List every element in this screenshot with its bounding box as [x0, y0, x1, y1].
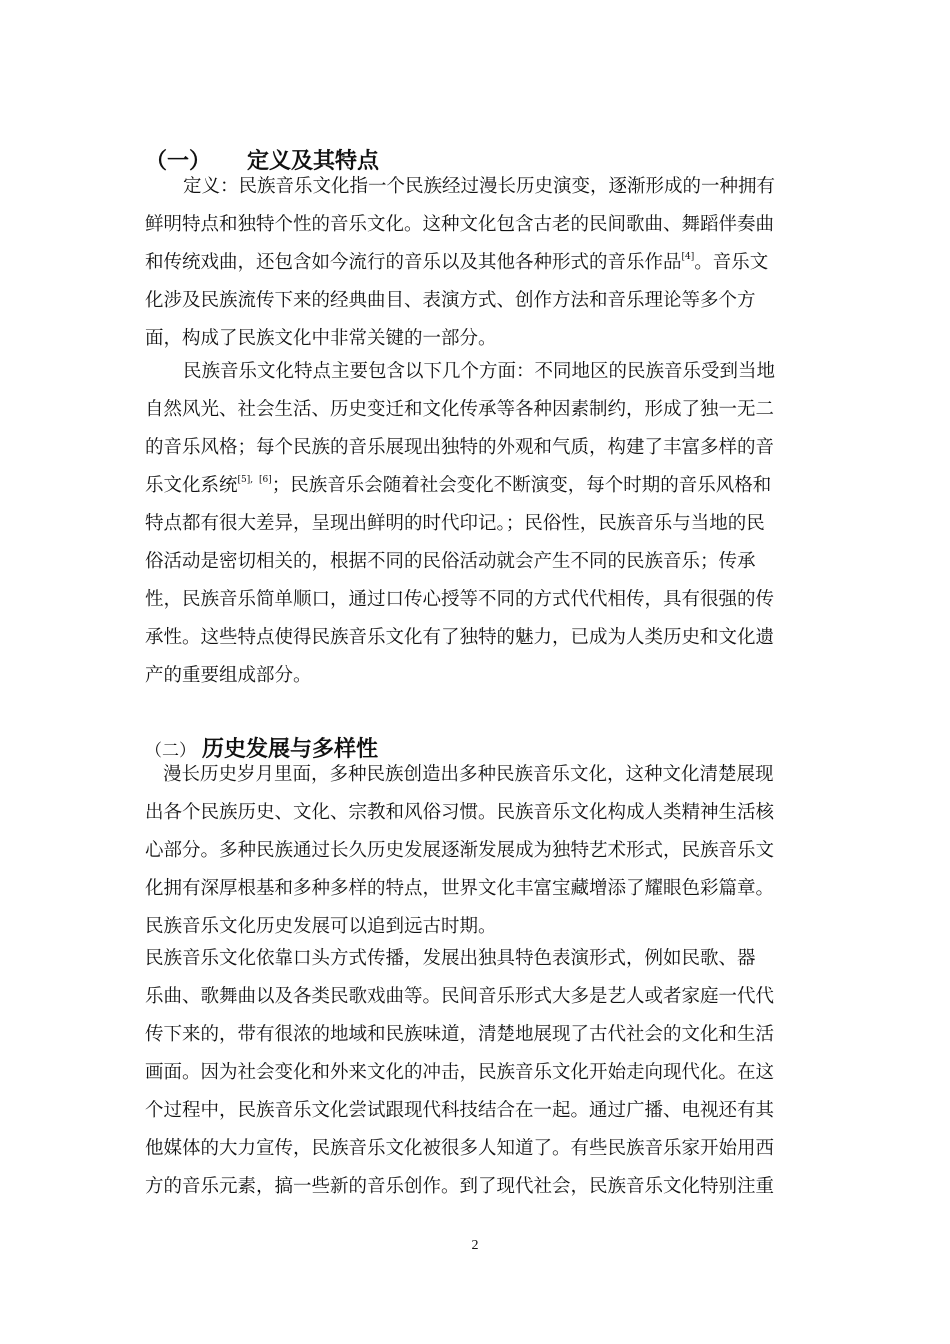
section1-paragraph-1	[145, 168, 805, 358]
text-line: 承性。这些特点使得民族音乐文化有了独特的魅力，已成为人类历史和文化遗	[145, 627, 775, 648]
text-line: 的音乐风格；每个民族的音乐展现出独特的外观和气质，构建了丰富多样的音	[145, 437, 775, 458]
section-title-2: 历史发展与多样性	[202, 737, 379, 762]
text-line: 和传统戏曲，还包含如今流行的音乐以及其他各种形式的音乐作品[4]。音乐文	[145, 252, 769, 273]
section2-paragraph-1	[145, 756, 805, 946]
section-title-1: 定义及其特点	[247, 149, 380, 174]
text-line: 民族音乐文化依靠口头方式传播，发展出独具特色表演形式，例如民歌、器	[145, 948, 756, 969]
text-line: 产的重要组成部分。	[145, 665, 312, 686]
text-line: 民族音乐文化历史发展可以追到远古时期。	[145, 916, 497, 937]
text-line: 自然风光、社会生活、历史变迁和文化传承等各种因素制约，形成了独一无二	[145, 399, 775, 420]
text-line: 定义：民族音乐文化指一个民族经过漫长历史演变，逐渐形成的一种拥有	[183, 176, 776, 197]
text-line: 个过程中，民族音乐文化尝试跟现代科技结合在一起。通过广播、电视还有其	[145, 1100, 775, 1121]
text-line: 画面。因为社会变化和外来文化的冲击，民族音乐文化开始走向现代化。在这	[145, 1062, 775, 1083]
citation-ref: [6]	[259, 475, 272, 485]
text-line: 心部分。多种民族通过长久历史发展逐渐发展成为独特艺术形式，民族音乐文	[145, 840, 775, 861]
text-line: 出各个民族历史、文化、宗教和风俗习惯。民族音乐文化构成人类精神生活核	[145, 802, 775, 823]
section1-paragraph-2	[145, 353, 805, 695]
text-line: 鲜明特点和独特个性的音乐文化。这种文化包含古老的民间歌曲、舞蹈伴奏曲	[145, 214, 775, 235]
text-line: 乐文化系统$^{[5],}$ [6]；民族音乐会随着社会变化不断演变，每个时期的音乐风格和	[145, 475, 772, 496]
text-line: 化涉及民族流传下来的经典曲目、表演方式、创作方法和音乐理论等多个方	[145, 290, 756, 311]
text-line: 他媒体的大力宣传，民族音乐文化被很多人知道了。有些民族音乐家开始用西	[145, 1138, 775, 1159]
citation-ref: [4]	[681, 252, 695, 262]
text-line: 俗活动是密切相关的，根据不同的民俗活动就会产生不同的民族音乐；传承	[145, 551, 756, 572]
text-line: 化拥有深厚根基和多种多样的特点，世界文化丰富宝藏增添了耀眼色彩篇章。	[145, 878, 775, 899]
text-line: 漫长历史岁月里面，多种民族创造出多种民族音乐文化，这种文化清楚展现	[163, 764, 774, 785]
text-line: 方的音乐元素，搞一些新的音乐创作。到了现代社会，民族音乐文化特别注重	[145, 1176, 775, 1197]
section-number-2: （二）	[145, 741, 196, 761]
page-number: 2	[471, 1238, 479, 1253]
text-line: 民族音乐文化特点主要包含以下几个方面：不同地区的民族音乐受到当地	[183, 361, 776, 382]
text-line: 乐曲、歌舞曲以及各类民歌戏曲等。民间音乐形式大多是艺人或者家庭一代代	[145, 986, 775, 1007]
text-line: 传下来的，带有很浓的地域和民族味道，清楚地展现了古代社会的文化和生活	[145, 1024, 775, 1045]
text-line: 特点都有很大差异，呈现出鲜明的时代印记。；民俗性，民族音乐与当地的民	[145, 513, 765, 534]
section-number-1: （一）	[145, 149, 212, 174]
text-line: 面，构成了民族文化中非常关键的一部分。	[145, 328, 497, 349]
citation-ref: [5],	[237, 475, 254, 485]
section2-paragraph-2	[145, 940, 805, 1206]
text-line: 性，民族音乐简单顺口，通过口传心授等不同的方式代代相传，具有很强的传	[145, 589, 775, 610]
